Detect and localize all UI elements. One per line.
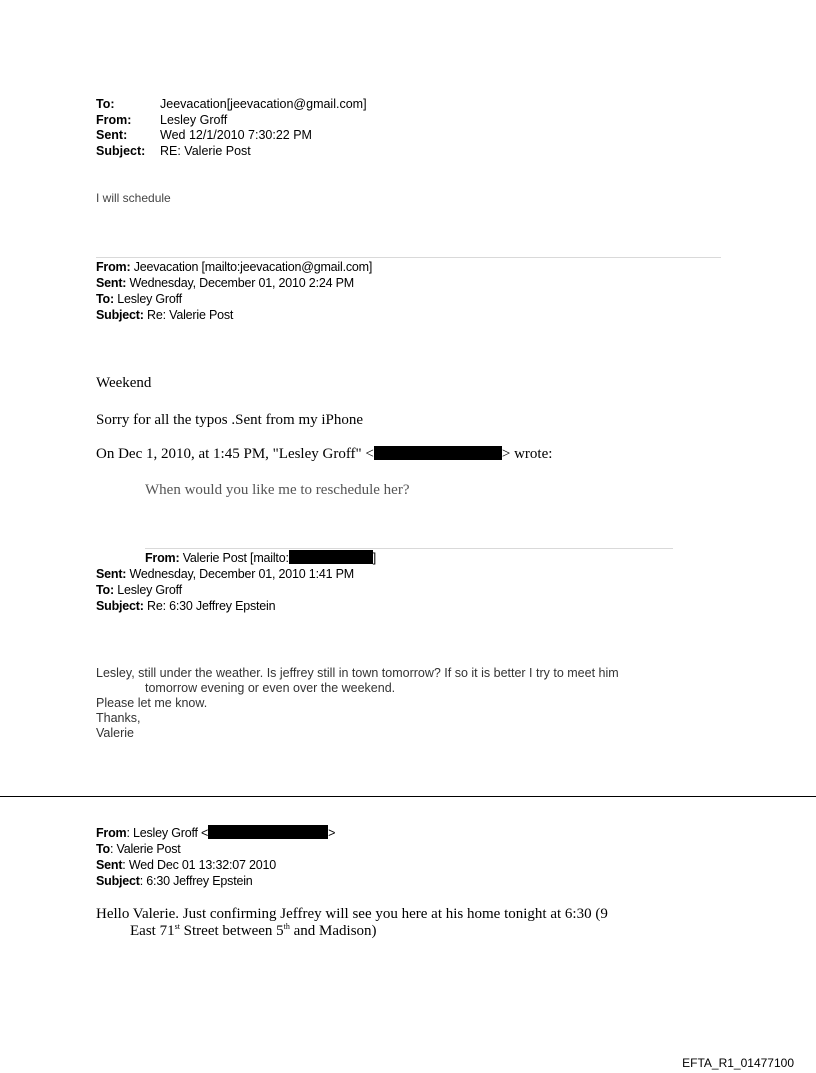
body-text: and Madison)	[289, 923, 377, 939]
to-label: To:	[96, 583, 114, 597]
section-divider	[0, 796, 816, 797]
email2-header	[96, 259, 372, 323]
email4-from-row	[96, 825, 335, 841]
email2-from-row	[96, 259, 372, 275]
email1-sent-row	[96, 128, 367, 144]
email3-body-line5: Valerie	[96, 726, 134, 740]
email4-body-line1: Hello Valerie. Just confirming Jeffrey will see you here at his home tonight at 6:30 (9	[96, 906, 608, 922]
email2-body-line1: Weekend	[96, 375, 152, 391]
sent-value: Wednesday, December 01, 2010 2:24 PM	[129, 276, 354, 290]
sent-value: : Wed Dec 01 13:32:07 2010	[122, 858, 277, 872]
to-value: Jeevacation[jeevacation@gmail.com]	[160, 97, 367, 111]
email1-from-row	[96, 113, 367, 129]
email2-sent-row	[96, 275, 372, 291]
redaction-block	[289, 550, 373, 564]
email1-header	[96, 97, 367, 159]
email4-body	[96, 906, 608, 940]
subject-value: Re: 6:30 Jeffrey Epstein	[147, 599, 276, 613]
email4-to-row	[96, 841, 335, 857]
sent-value: Wednesday, December 01, 2010 1:41 PM	[129, 567, 354, 581]
from-suffix: >	[328, 826, 336, 840]
email2-body-line2: Sorry for all the typos .Sent from my iPhone	[96, 412, 364, 428]
email4-body-line2	[96, 923, 608, 940]
to-label: To:	[96, 292, 114, 306]
sent-label: Sent:	[96, 276, 127, 290]
quote-suffix: > wrote:	[501, 446, 553, 462]
redaction-block	[374, 446, 502, 460]
email3-body-line3: Please let me know.	[96, 696, 208, 710]
to-value: Lesley Groff	[117, 583, 182, 597]
sent-label: Sent:	[96, 567, 127, 581]
from-label: From:	[96, 112, 132, 127]
subject-value: Re: Valerie Post	[147, 308, 234, 322]
email4-subject-row	[96, 873, 335, 889]
subject-label: Subject	[96, 874, 140, 888]
document-id: EFTA_R1_01477100	[682, 1056, 794, 1070]
from-prefix: Valerie Post [mailto:	[182, 551, 289, 565]
ordinal-suffix: th	[283, 922, 290, 931]
email2-subject-row	[96, 307, 372, 323]
email3-header	[96, 550, 376, 614]
from-value: Lesley Groff	[160, 112, 228, 127]
redaction-block	[208, 825, 328, 839]
sent-label: Sent	[96, 858, 123, 872]
email3-body-line4: Thanks,	[96, 711, 141, 725]
separator-rule	[96, 257, 721, 258]
email3-to-row	[96, 582, 376, 598]
subject-value: : 6:30 Jeffrey Epstein	[139, 874, 253, 888]
from-label: From:	[145, 551, 180, 565]
to-label: To	[96, 842, 110, 856]
from-value: Jeevacation [mailto:jeevacation@gmail.com]	[133, 260, 373, 274]
email2-quote-line	[96, 446, 552, 463]
email3-sent-row	[96, 566, 376, 582]
from-label: From:	[96, 260, 131, 274]
email4-sent-row	[96, 857, 335, 873]
ordinal-suffix: st	[174, 922, 180, 931]
email1-subject-row	[96, 144, 367, 160]
sent-label: Sent:	[96, 128, 128, 142]
quote-prefix: On Dec 1, 2010, at 1:45 PM, "Lesley Groff" <	[96, 446, 374, 462]
email1-to-row	[96, 97, 367, 113]
email4-header	[96, 825, 335, 889]
email1-body: I will schedule	[96, 191, 171, 205]
body-text: East 71	[130, 923, 175, 939]
email3-body-line1: Lesley, still under the weather. Is jeffrey still in town tomorrow? If so it is better I try to meet him	[96, 666, 619, 680]
email3-body-line2: tomorrow evening or even over the weekend.	[145, 681, 396, 695]
subject-label: Subject:	[96, 143, 146, 158]
email2-quoted-text: When would you like me to reschedule her?	[145, 482, 410, 498]
email3-body	[96, 666, 619, 741]
from-suffix: ]	[372, 551, 377, 565]
email2-to-row	[96, 291, 372, 307]
email3-from-row	[96, 550, 376, 566]
from-label: From	[96, 826, 127, 840]
subject-label: Subject:	[96, 308, 144, 322]
to-value: : Valerie Post	[109, 842, 181, 856]
body-text: Street between 5	[179, 923, 284, 939]
subject-value: RE: Valerie Post	[160, 143, 251, 158]
from-prefix: : Lesley Groff <	[126, 826, 209, 840]
to-value: Lesley Groff	[117, 292, 182, 306]
to-label: To:	[96, 97, 115, 111]
email3-subject-row	[96, 598, 376, 614]
separator-rule	[145, 548, 673, 549]
sent-value: Wed 12/1/2010 7:30:22 PM	[160, 128, 312, 142]
subject-label: Subject:	[96, 599, 144, 613]
